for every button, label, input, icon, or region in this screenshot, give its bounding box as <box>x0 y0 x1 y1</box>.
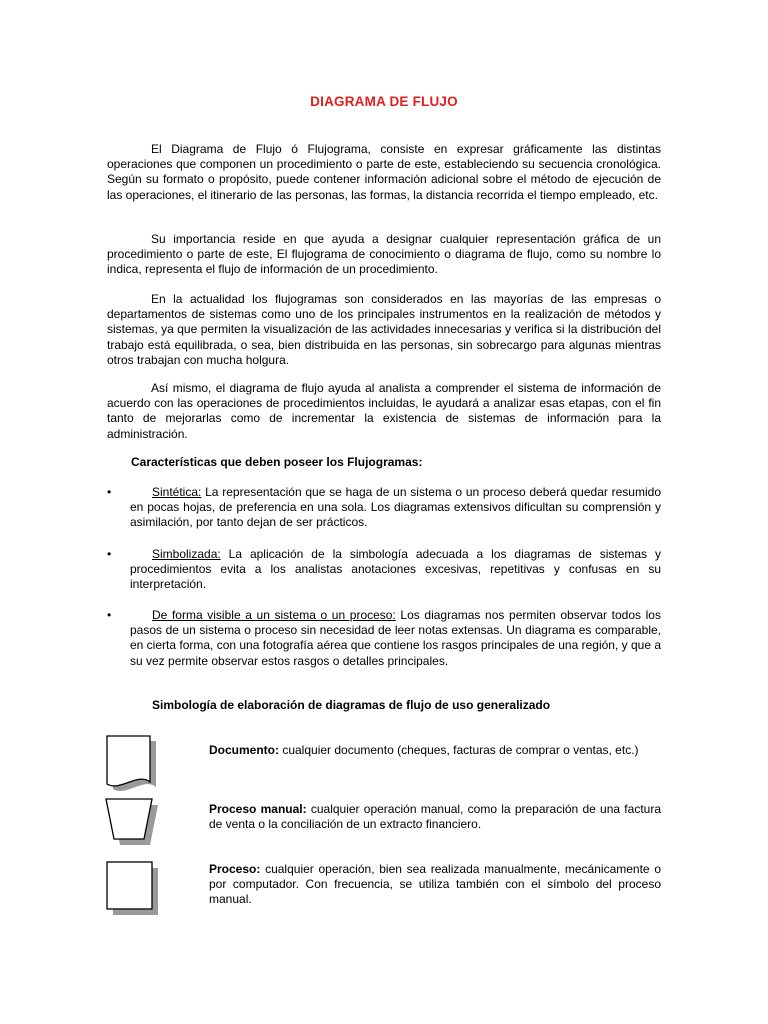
symbol-name: Documento: <box>209 743 279 757</box>
symbol-manual-process-text <box>209 802 661 832</box>
symbol-name: Proceso: <box>209 862 261 876</box>
characteristic-item-sintetica <box>130 485 661 531</box>
characteristic-term: De forma visible a un sistema o un proceso: <box>152 608 396 622</box>
characteristic-item-visible <box>130 608 661 669</box>
symbology-heading: Simbología de elaboración de diagramas de flujo de uso generalizado <box>152 698 551 712</box>
symbol-process-text <box>209 862 661 908</box>
manual-process-symbol-icon <box>104 798 162 848</box>
paragraph-analyst: Así mismo, el diagrama de flujo ayuda al analista a comprender el sistema de información de acuerdo con las operaciones de procedimientos incluidas, le ayudará a analizar esas etapas, con el fin tanto de mejorarlas como de incrementar la existencia de sistemas de información para la administración. <box>107 381 661 441</box>
symbol-desc: cualquier documento (cheques, facturas de comprar o ventas, etc.) <box>279 743 639 757</box>
characteristics-heading: Características que deben poseer los Flujogramas: <box>131 455 423 469</box>
characteristic-desc: La representación que se haga de un sistema o un proceso deberá quedar resumido en pocas hojas, de preferencia en una sola. Los diagramas extensivos dificultan su comprensión y asimilación, por tanto dejan de ser prácticos. <box>130 485 661 530</box>
symbol-desc: cualquier operación manual, como la preparación de una factura de venta o la conciliación de un extracto financiero. <box>209 802 661 832</box>
paragraph-importance: Su importancia reside en que ayuda a designar cualquier representación gráfica de un procedimiento o parte de este, El flujograma de conocimiento o diagrama de flujo, como su nombre lo indica, representa el flujo de información de un procedimiento. <box>107 232 661 277</box>
symbol-desc: cualquier operación, bien sea realizada manualmente, mecánicamente o por computador. Con frecuencia, se utiliza también con el símbolo del proceso manual. <box>209 862 661 907</box>
symbol-document-text <box>209 743 661 758</box>
characteristic-desc: La aplicación de la simbología adecuada a los diagramas de sistemas y procedimientos evita a los analistas anotaciones excesivas, repetitivas y confusas en su interpretación. <box>130 547 661 592</box>
paragraph-intro: El Diagrama de Flujo ó Flujograma, consiste en expresar gráficamente las distintas operaciones que componen un procedimiento o parte de este, estableciendo su secuencia cronológica. Según su formato o propósito, puede contener información adicional sobre el método de ejecución de las operaciones, el itinerario de las personas, las formas, la distancia recorrida el tiempo empleado, etc. <box>107 142 661 202</box>
process-symbol-icon <box>104 860 162 920</box>
bullet-icon: • <box>107 547 112 561</box>
document-symbol-icon <box>104 735 162 795</box>
characteristic-item-simbolizada <box>130 547 661 593</box>
paragraph-current-use: En la actualidad los flujogramas son considerados en las mayorías de las empresas o departamentos de sistemas como uno de los principales instrumentos en la realización de métodos y sistemas, ya que permiten la visualización de las actividades innecesarias y verifica si la distribución del trabajo está equilibrada, o sea, bien distribuida en las personas, sin sobrecargo para algunas mientras otros trabajan con mucha holgura. <box>107 292 661 367</box>
characteristic-term: Sintética: <box>152 485 202 499</box>
page-title: DIAGRAMA DE FLUJO <box>310 94 458 109</box>
characteristic-desc: Los diagramas nos permiten observar todos los pasos de un sistema o proceso sin necesidad de leer notas extensas. Un diagrama es comparable, en cierta forma, con una fotografía aérea que contiene los rasgos principales de una región, y que a su vez permite observar estos rasgos o detalles principales. <box>130 608 662 668</box>
characteristic-term: Simbolizada: <box>152 547 221 561</box>
bullet-icon: • <box>107 485 112 499</box>
bullet-icon: • <box>107 608 112 622</box>
symbol-name: Proceso manual: <box>209 802 307 816</box>
